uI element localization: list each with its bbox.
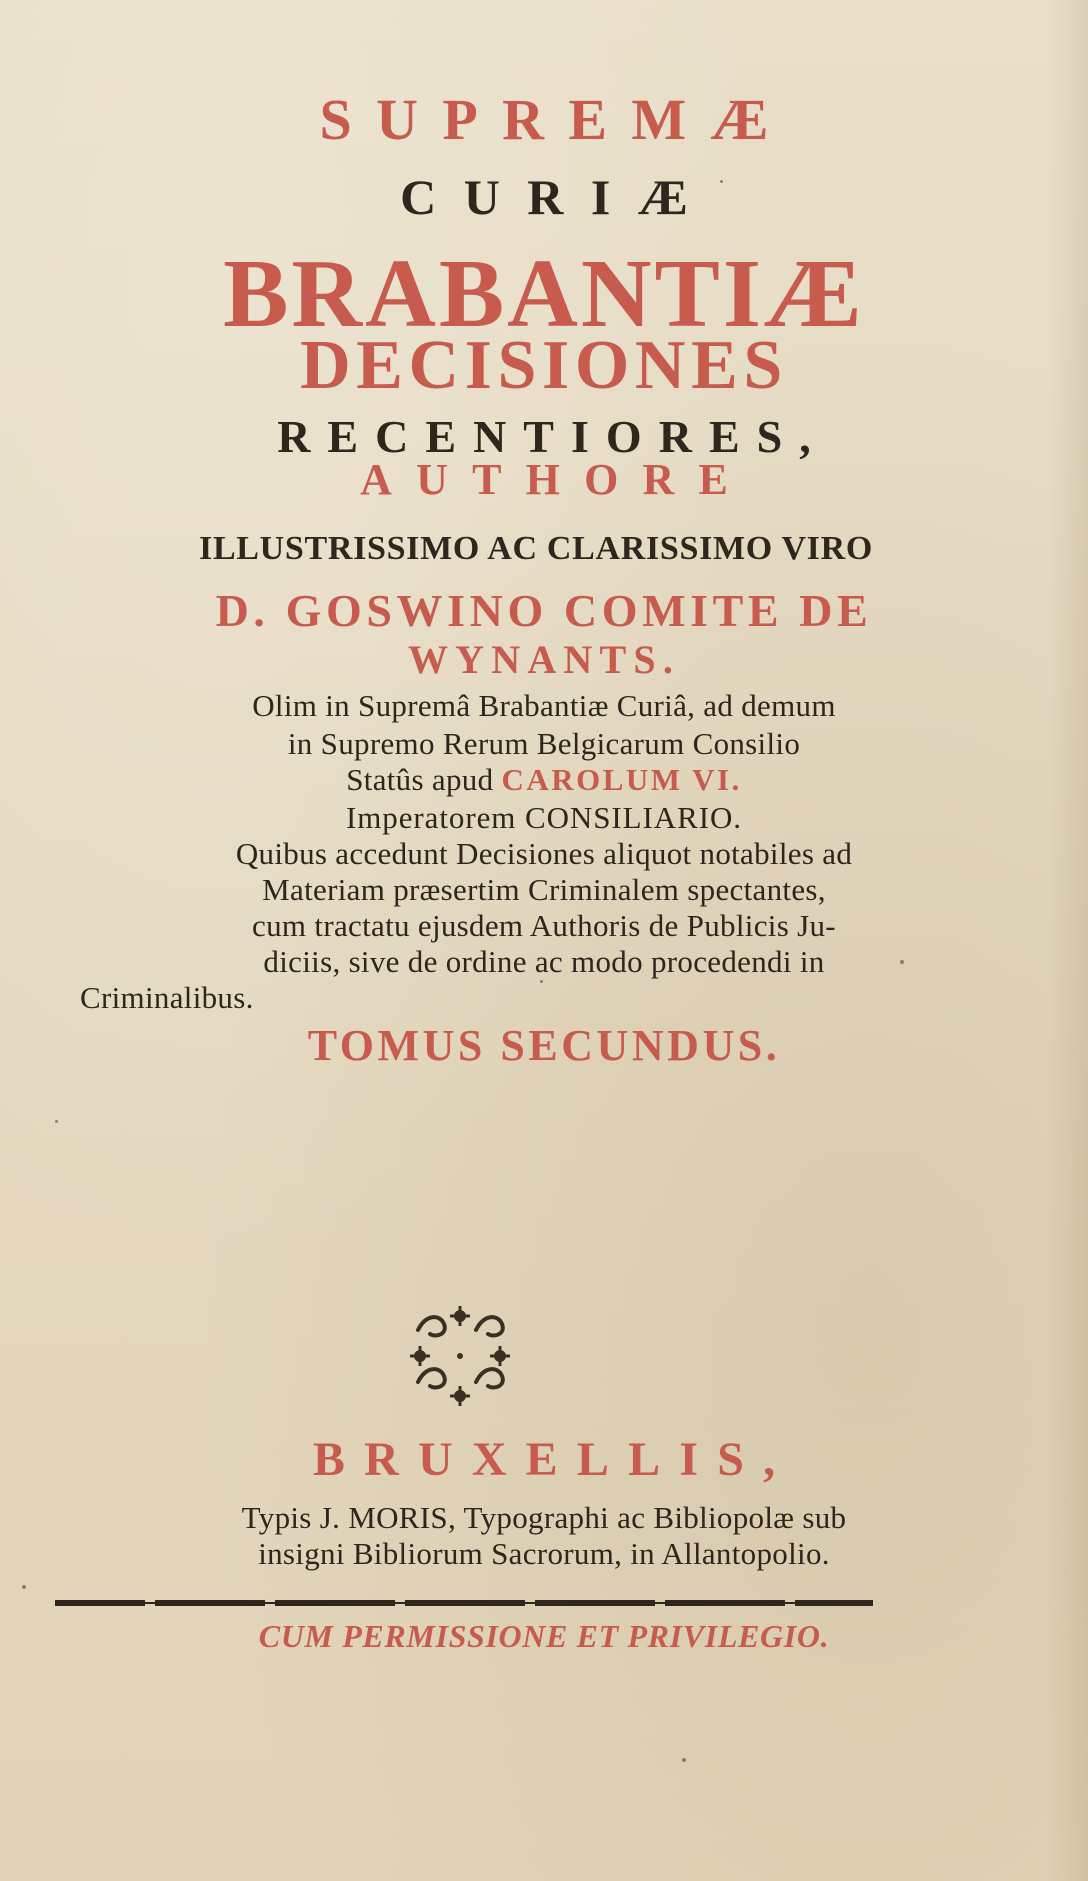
foxing-spot [900,960,904,964]
volume-label: TOMUS SECUNDUS. [307,1021,781,1070]
body-line-8: diciis, sive de ordine ac modo procedendi in [263,944,825,979]
foxing-spot [22,1585,26,1589]
title-line-goswino: D. GOSWINO COMITE DE [215,585,873,636]
body-line-1: Olim in Supremâ Brabantiæ Curiâ, ad demum [252,688,836,723]
title-line-brabantiae: BRABANTIÆ [223,240,865,348]
body-line-6: Materiam præsertim Criminalem spectantes, [262,872,826,907]
title-line-supremae: SUPREMÆ [319,87,793,152]
body-line-9: Criminalibus. [80,980,254,1015]
imprint-city: BRUXELLIS, [312,1433,795,1486]
privilege-line: CUM PERMISSIONE ET PRIVILEGIO. [258,1618,830,1654]
body-line-3 [0,762,1088,798]
foxing-spot [55,1120,58,1123]
body-line-7: cum tractatu ejusdem Authoris de Publicis Ju- [252,908,836,943]
title-line-wynants: WYNANTS. [407,637,681,682]
foxing-spot [682,1758,686,1762]
foxing-spot [540,980,543,983]
imprint-line-1: Typis J. MORIS, Typographi ac Bibliopolæ sub [241,1500,847,1535]
body-line-3-prefix: Statûs apud [346,762,494,797]
title-line-curiae: CURIÆ [400,169,716,225]
imprint-line-2: insigni Bibliorum Sacrorum, in Allantopolio. [258,1536,830,1571]
body-line-4: Imperatorem CONSILIARIO. [346,800,742,835]
printers-ornament [400,1296,520,1416]
foxing-spot [720,180,723,183]
title-line-recentiores: RECENTIORES, [277,411,828,462]
printed-rule [55,1598,873,1608]
title-line-decisiones: DECISIONES [300,327,788,404]
body-line-5: Quibus accedunt Decisiones aliquot notabiles ad [235,836,853,871]
body-line-2: in Supremo Rerum Belgicarum Consilio [287,726,801,761]
title-line-illustrissimo: ILLUSTRISSIMO AC CLARISSIMO VIRO [199,530,873,567]
carolum-vi: CAROLUM VI. [501,762,742,797]
title-line-authore: AUTHORE [360,455,753,504]
